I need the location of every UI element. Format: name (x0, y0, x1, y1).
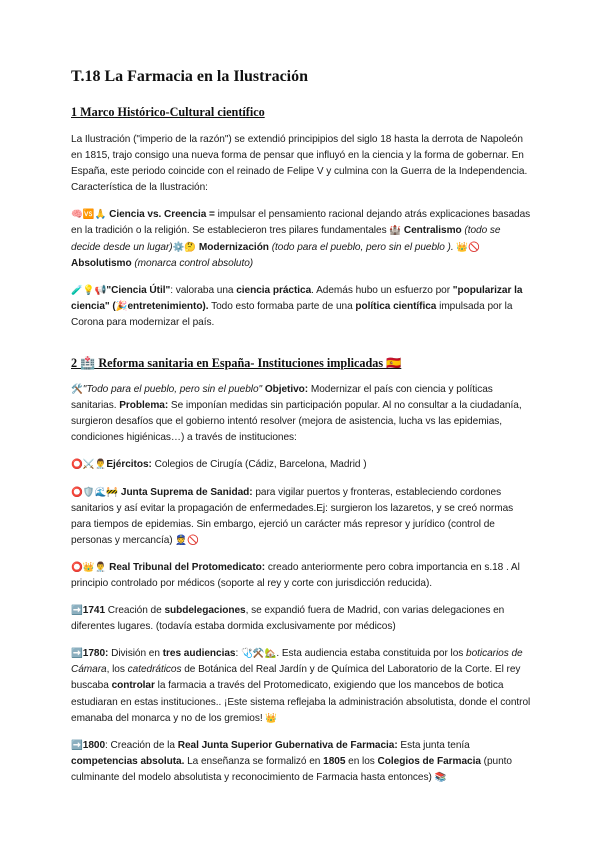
s2-objective-paragraph: 🛠️"Todo para el pueblo, pero sin el pueblo" Objetivo: Modernizar el país con ciencia y políticas sanitarias. Problema: Se imponían medidas sin participación popular. Al no consultar a la ciudadanía, surgieron desafíos que el gobierno intentó resolver (mejora de asistencia, lucha vs las epidemias, condiciones higiénicas…) a través de instituciones: (71, 384, 522, 444)
s2-1741-paragraph: ➡️1741 Creación de subdelegaciones, se expandió fuera de Madrid, con varias delegaciones en diferentes lugares. (todavía estaba dormida exclusivamente por médicos) (71, 605, 505, 633)
circle-shield-wave-barrier-icon: ⭕🛡️🌊🚧 (71, 486, 119, 498)
s1-useful-science-paragraph: 🧪💡📢"Ciencia Útil": valoraba una ciencia práctica. Además hubo un esfuerzo por "popularizar la ciencia" (🎉entretenimiento). Todo esto formaba parte de una política científica impulsada por la Corona para modernizar el país. (71, 284, 523, 328)
circle-swords-doctor-icon: ⭕⚔️👨‍⚕️ (71, 459, 107, 471)
crown-icon: 👑 (265, 712, 278, 724)
castle-icon: 🏰 (389, 225, 402, 237)
document-content (71, 66, 531, 786)
test-tube-bulb-megaphone-icon: 🧪💡📢 (71, 284, 107, 296)
crown-prohibited-icon: 👑🚫 (453, 241, 480, 253)
tools-icon: 🛠️ (71, 384, 83, 396)
s1-science-vs-belief-paragraph: 🧠🆚🙏 Ciencia vs. Creencia = impulsar el pensamiento racional dejando atrás explicaciones basadas en la tradición o la religión. Se establecieron tres pilares fundamentales 🏰 Centralismo (todo se decide desde un lugar)⚙️🤔 Modernización (todo para el pueblo, pero sin el pueblo ). 👑🚫 Absolutismo (monarca control absoluto) (71, 209, 531, 269)
section-1-heading: 1 Marco Histórico-Cultural científico (71, 105, 265, 119)
circle-crown-doctor-icon: ⭕👑👨‍⚕️ (71, 561, 107, 573)
s2-armies-paragraph: ⭕⚔️👨‍⚕️Ejércitos: Colegios de Cirugía (Cádiz, Barcelona, Madrid ) (71, 459, 367, 471)
section-2-heading: 2 🏥 Reforma sanitaria en España- Instituciones implicadas 🇪🇸 (71, 356, 402, 371)
s2-junta-suprema-paragraph: ⭕🛡️🌊🚧 Junta Suprema de Sanidad: para vigilar puertos y fronteras, estableciendo cordones sanitarios y así evitar la propagación de enfermedades.Ej: surgieron los lazaretos, y se creó normas para tiempos de epidemias. Sin embargo, ejerció un carácter más represor y jurídico (control de personas y mercancía) 👮🚫 (71, 486, 514, 546)
officer-prohibited-icon: 👮🚫 (175, 534, 199, 546)
books-icon: 📚 (434, 771, 447, 783)
arrow-icon: ➡️ (71, 605, 83, 617)
s2-protomedicato-paragraph: ⭕👑👨‍⚕️ Real Tribunal del Protomedicato: creado anteriormente pero cobra importancia en s.18 . Al principio controlado por médicos (soporte al rey y corte con jurisdicción reducida). (71, 561, 520, 589)
s1-intro-paragraph: La Ilustración ("imperio de la razón") se extendió principipios del siglo 18 hasta la derrota de Napoleón en 1815, trajo consigo una nueva forma de pensar que influyó en la ciencia y la forma de gobernar. En España, este periodo coincide con el reinado de Felipe V y culmina con la Guerra de la Independencia. Característica de la Ilustración: (71, 134, 528, 194)
s2-1800-paragraph: ➡️1800: Creación de la Real Junta Superior Gubernativa de Farmacia: Esta junta tenía competencias absoluta. La enseñanza se formalizó en 1805 en los Colegios de Farmacia (punto culminante del modelo absolutista y reconocimiento de Farmacia hasta entonces) 📚 (71, 739, 512, 783)
arrow-icon: ➡️ (71, 648, 83, 660)
brain-vs-pray-icon: 🧠🆚🙏 (71, 209, 107, 221)
stethoscope-tools-house-icon: 🩺⚒️🏡 (240, 648, 277, 660)
s2-1780-paragraph: ➡️1780: División en tres audiencias: 🩺⚒️🏡. Esta audiencia estaba constituida por los boticarios de Cámara, los catedráticos de Botánica del Real Jardín y de Química del Laboratorio de la Corte. El rey buscaba controlar la farmacia a través del Protomedicato, exigiendo que los mancebos de botica estudiaran en estas instituciones.. ¡Este sistema reflejaba la administración absolutista, donde el control emanaba del monarca y no de los gremios! 👑 (71, 648, 531, 724)
party-icon: 🎉 (115, 300, 128, 312)
page-title: T.18 La Farmacia en la Ilustración (71, 68, 309, 85)
gear-thinking-icon: ⚙️🤔 (172, 241, 197, 253)
arrow-icon: ➡️ (71, 739, 83, 751)
